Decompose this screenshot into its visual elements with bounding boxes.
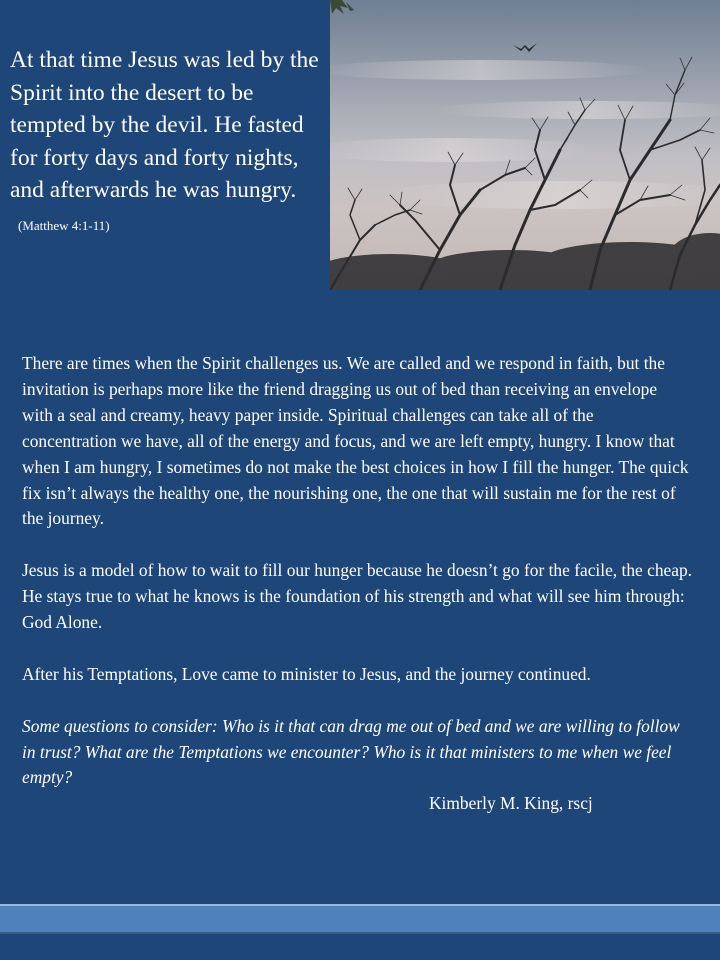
reflection-paragraph: After his Temptations, Love came to minister to Jesus, and the journey continued. <box>22 663 591 684</box>
scripture-citation: (Matthew 4:1-11) <box>18 217 110 233</box>
reflection-questions: Some questions to consider: Who is it that can drag me out of bed and we are willing to follow in trust? What are the Temptations we encounter? Who is it that ministers to me when we feel empty? <box>22 715 680 788</box>
desert-tree-silhouette <box>330 0 720 290</box>
reflection-paragraph: There are times when the Spirit challenges us. We are called and we respond in faith, but the invitation is perhaps more like the friend dragging us out of bed than receiving an envelope with a seal and creamy, heavy paper inside. Spiritual challenges can take all of the concentration we have, all of the energy and focus, and we are left empty, hungry. I know that when I am hungry, I sometimes do not make the best choices in how I fill the hunger. The quick fix isn’t always the healthy one, the nourishing one, the one that will sustain me for the rest of the journey. <box>22 353 689 529</box>
desert-sky-photo <box>330 0 720 290</box>
author-signature: Kimberly M. King, rscj <box>429 793 593 814</box>
scripture-quote-text: At that time Jesus was led by the Spirit into the desert to be tempted by the devil. He fasted for forty days and forty nights, and afterwards he was hungry. <box>10 47 319 203</box>
reflection-paragraph: Jesus is a model of how to wait to fill our hunger because he doesn’t go for the facile, the cheap. He stays true to what he knows is the foundation of his strength and what will see him through: God Alone. <box>22 560 692 633</box>
reflection-text <box>22 351 692 817</box>
scripture-quote <box>10 44 328 242</box>
footer-bar <box>0 904 720 934</box>
